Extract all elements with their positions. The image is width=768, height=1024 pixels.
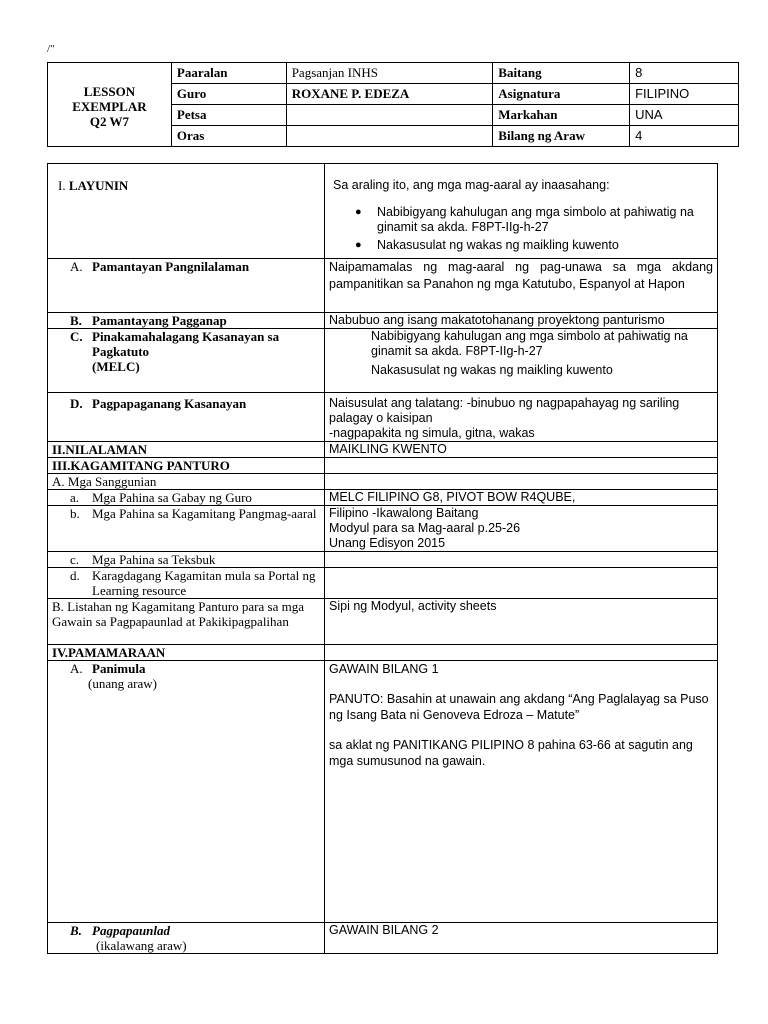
lesson-plan-table (47, 163, 718, 954)
label-paaralan: Paaralan (171, 63, 286, 84)
value-asignatura: FILIPINO (630, 84, 739, 105)
pagpapaganang-value: Naisusulat ang talatang: -binubuo ng nagpapahayag ng sariling palagay o kaisipan -nagpapakita ng simula, gitna, wakas (325, 393, 718, 442)
value-guro: ROXANE P. EDEZA (286, 84, 493, 105)
kagamitan-label: III.KAGAMITANG PANTURO (48, 458, 325, 474)
row-sanggunian (48, 474, 718, 490)
label-baitang: Baitang (493, 63, 630, 84)
label-asignatura: Asignatura (493, 84, 630, 105)
row-pamamaraan (48, 645, 718, 661)
label-oras: Oras (171, 126, 286, 147)
row-listahan (48, 599, 718, 645)
melc-value: Nabibigyang kahulugan ang mga simbolo at pahiwatig na ginamit sa akda. F8PT-IIg-h-27 Nakasusulat ng wakas ng maikling kuwento (325, 329, 718, 393)
pamantayang-pagganap-value: Nabubuo ang isang makatotohanang proyektong panturismo (325, 313, 718, 329)
row-pagpapaunlad (48, 923, 718, 954)
row-portal (48, 568, 718, 599)
panimula-content: GAWAIN BILANG 1 PANUTO: Basahin at unawain ang akdang “Ang Paglalayag sa Puso ng Isang Bata ni Genoveva Edroza – Matute” sa aklat ng PANITIKANG PILIPINO 8 pahina 63-66 at sagutin ang mga sumusunod na gawain. (325, 661, 718, 923)
label-guro: Guro (171, 84, 286, 105)
gabay-ng-guro-label: a. Mga Pahina sa Gabay ng Guro (48, 490, 325, 506)
row-teksbuk (48, 552, 718, 568)
label-petsa: Petsa (171, 105, 286, 126)
row-pagpapaganang-kasanayan (48, 393, 718, 442)
pamantayang-pagganap-label: B. Pamantayang Pagganap (48, 313, 325, 329)
portal-label: d. Karagdagang Kagamitan mula sa Portal ng Learning resource (48, 568, 325, 599)
nilalaman-value: MAIKLING KWENTO (325, 442, 718, 458)
layunin-label: I. LAYUNIN (48, 164, 325, 259)
row-melc (48, 329, 718, 393)
label-bilang-ng-araw: Bilang ng Araw (493, 126, 630, 147)
listahan-label: B. Listahan ng Kagamitang Panturo para sa mga Gawain sa Pagpapaunlad at Pakikipagpalihan (48, 599, 325, 645)
kagamitang-pangmag-aaral-label: b. Mga Pahina sa Kagamitang Pangmag-aaral (48, 506, 325, 552)
row-kagamitang-pangmag-aaral (48, 506, 718, 552)
portal-value (325, 568, 718, 599)
pagpapaunlad-label: B. Pagpapaunlad (ikalawang araw) (48, 923, 325, 954)
row-layunin (48, 164, 718, 259)
label-markahan: Markahan (493, 105, 630, 126)
pamantayan-pangnilalaman-value: Naipamamalas ng mag-aaral ng pag-unawa sa mga akdang pampanitikan sa Panahon ng mga Katutubo, Espanyol at Hapon (325, 259, 718, 313)
lesson-title: LESSON EXEMPLAR Q2 W7 (48, 63, 172, 147)
row-pamantayang-pagganap (48, 313, 718, 329)
nilalaman-label: II.NILALAMAN (48, 442, 325, 458)
list-item: ● Nabibigyang kahulugan ang mga simbolo at pahiwatig na ginamit sa akda. F8PT-IIg-h-27 (355, 205, 694, 234)
row-nilalaman (48, 442, 718, 458)
value-paaralan: Pagsanjan INHS (286, 63, 493, 84)
layunin-content: Sa araling ito, ang mga mag-aaral ay inaasahang: ● Nabibigyang kahulugan ang mga simbolo at pahiwatig na ginamit sa akda. F8PT-IIg-h-27 ● Nakasusulat ng wakas ng maikling kuwento (325, 164, 718, 259)
teksbuk-label: c. Mga Pahina sa Teksbuk (48, 552, 325, 568)
row-panimula (48, 661, 718, 923)
listahan-value: Sipi ng Modyul, activity sheets (325, 599, 718, 645)
bullet-icon: ● (355, 206, 362, 218)
pagpapaunlad-content: GAWAIN BILANG 2 (325, 923, 718, 954)
row-gabay-ng-guro (48, 490, 718, 506)
row-pamantayan-pangnilalaman (48, 259, 718, 313)
pagpapaganang-label: D. Pagpapaganang Kasanayan (48, 393, 325, 442)
pamantayan-pangnilalaman-label: A. Pamantayan Pangnilalaman (48, 259, 325, 313)
header-table (47, 62, 739, 147)
value-oras (286, 126, 493, 147)
value-bilang-ng-araw: 4 (630, 126, 739, 147)
pamamaraan-label: IV.PAMAMARAAN (48, 645, 325, 661)
teksbuk-value (325, 552, 718, 568)
sanggunian-label: A. Mga Sanggunian (48, 474, 325, 490)
melc-label: C. Pinakamahalagang Kasanayan sa Pagkatuto (MELC) (48, 329, 325, 393)
list-item: ● Nakasusulat ng wakas ng maikling kuwento (355, 238, 619, 252)
panimula-label: A. Panimula (unang araw) (48, 661, 325, 923)
value-markahan: UNA (630, 105, 739, 126)
value-baitang: 8 (630, 63, 739, 84)
row-kagamitan (48, 458, 718, 474)
gabay-ng-guro-value: MELC FILIPINO G8, PIVOT BOW R4QUBE, (325, 490, 718, 506)
stray-mark: /" (47, 43, 55, 55)
value-petsa (286, 105, 493, 126)
kagamitang-pangmag-aaral-value: Filipino -Ikawalong Baitang Modyul para sa Mag-aaral p.25-26 Unang Edisyon 2015 (325, 506, 718, 552)
bullet-icon: ● (355, 239, 362, 251)
